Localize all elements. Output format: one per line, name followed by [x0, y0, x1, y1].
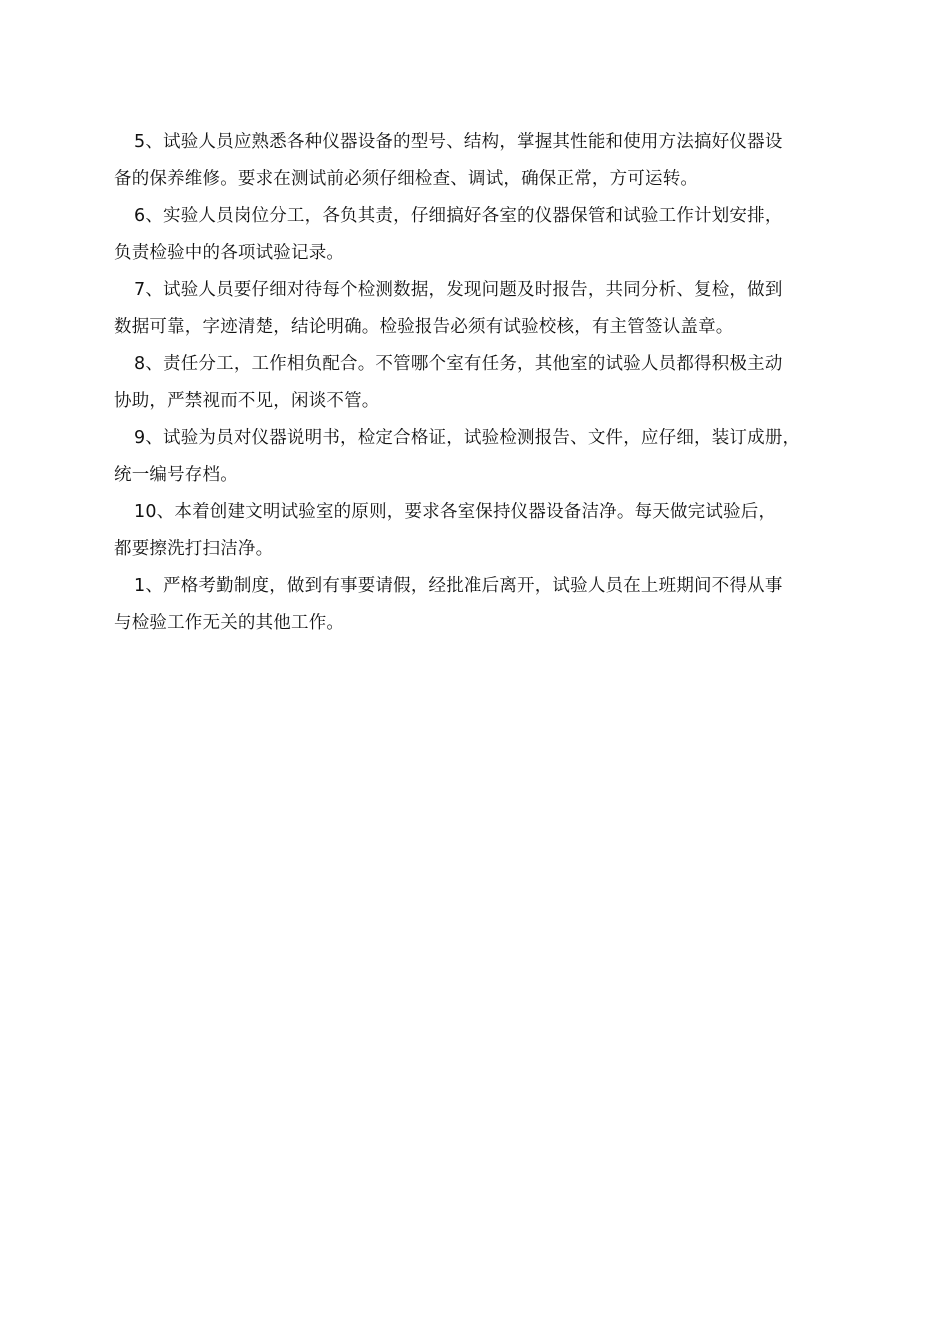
paragraph-line: 数据可靠，字迹清楚，结论明确。检验报告必须有试验校核，有主管签认盖章。 — [114, 317, 734, 337]
paragraph-line: 备的保养维修。要求在测试前必须仔细检查、调试，确保正常，方可运转。 — [114, 169, 699, 189]
paragraph-line: 统一编号存档。 — [114, 465, 238, 485]
paragraph-rule-10 — [114, 494, 842, 568]
paragraph-line: 负责检验中的各项试验记录。 — [114, 243, 345, 263]
paragraph-line: 与检验工作无关的其他工作。 — [114, 613, 345, 633]
paragraph-line: 5、试验人员应熟悉各种仪器设备的型号、结构，掌握其性能和使用方法搞好仪器设 — [134, 132, 783, 152]
paragraph-rule-9 — [114, 420, 842, 494]
paragraph-line: 8、责任分工，工作相负配合。不管哪个室有任务，其他室的试验人员都得积极主动 — [134, 354, 783, 374]
paragraph-line: 7、试验人员要仔细对待每个检测数据，发现问题及时报告，共同分析、复检，做到 — [134, 280, 783, 300]
paragraph-line: 10、本着创建文明试验室的原则，要求各室保持仪器设备洁净。每天做完试验后， — [134, 502, 777, 522]
paragraph-line: 都要擦洗打扫洁净。 — [114, 539, 274, 559]
paragraph-rule-6 — [114, 198, 842, 272]
paragraph-rule-7 — [114, 272, 842, 346]
paragraph-rule-1 — [114, 568, 842, 642]
paragraph-rule-5 — [114, 124, 842, 198]
paragraph-line: 协助，严禁视而不见，闲谈不管。 — [114, 391, 380, 411]
document-body — [114, 124, 842, 642]
paragraph-line: 9、试验为员对仪器说明书，检定合格证，试验检测报告、文件，应仔细，装订成册， — [134, 428, 801, 448]
paragraph-line: 1、严格考勤制度，做到有事要请假，经批准后离开，试验人员在上班期间不得从事 — [134, 576, 783, 596]
paragraph-line: 6、实验人员岗位分工，各负其责，仔细搞好各室的仪器保管和试验工作计划安排， — [134, 206, 783, 226]
paragraph-rule-8 — [114, 346, 842, 420]
